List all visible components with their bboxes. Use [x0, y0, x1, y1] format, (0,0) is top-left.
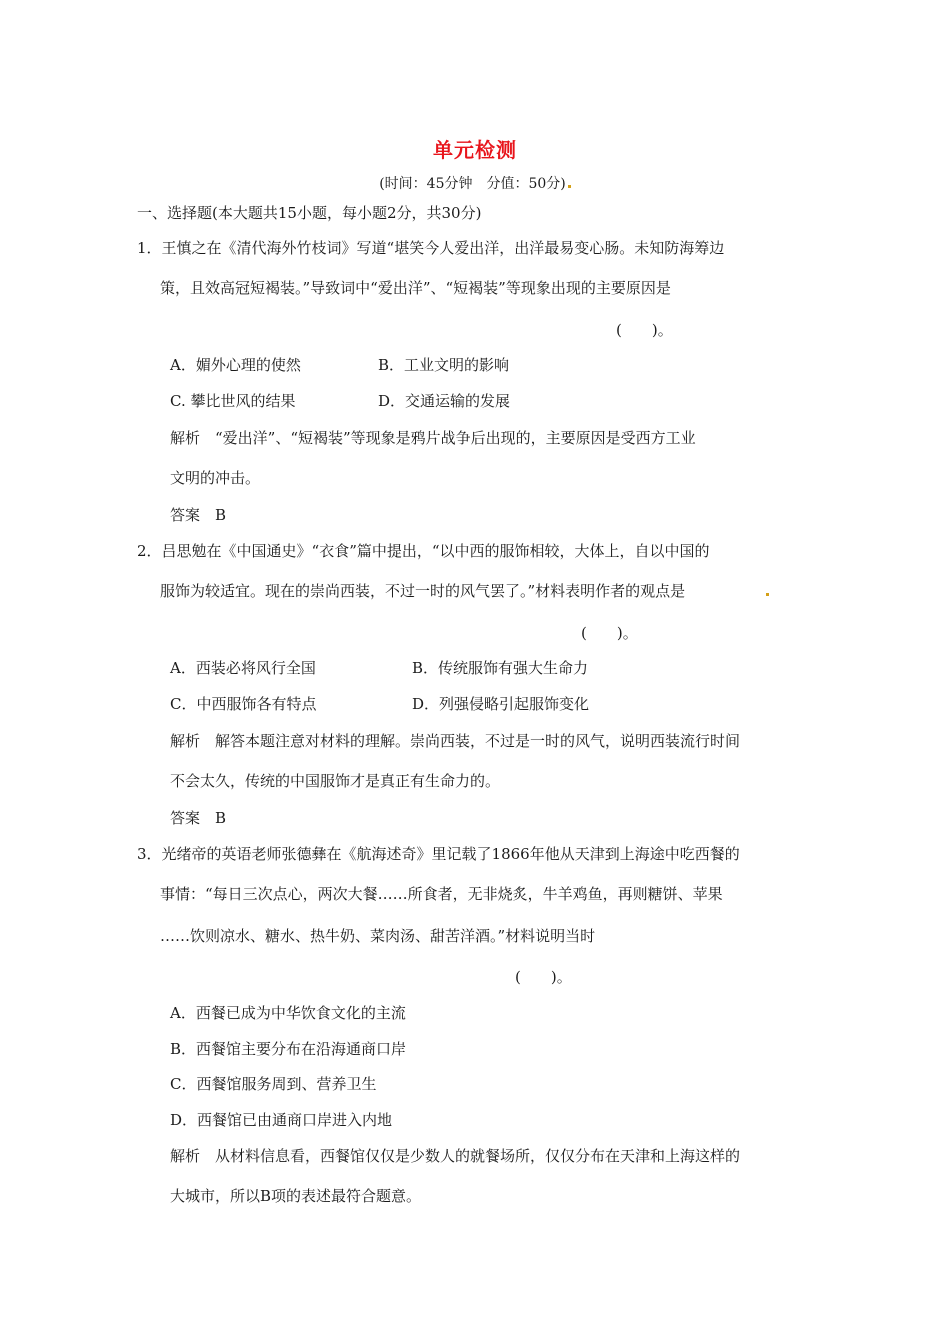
option-c: C. 攀比世风的结果 [170, 392, 296, 410]
option-d: D．西餐馆已由通商口岸进入内地 [170, 1111, 393, 1129]
answer-line: 答案 B [170, 809, 227, 827]
answer-bracket: ( )。 [616, 321, 673, 339]
answer-line: 答案 B [170, 506, 227, 524]
mark-dot [568, 185, 571, 188]
analysis-line: 不会太久，传统的中国服饰才是真正有生命力的。 [170, 772, 501, 790]
answer-bracket: ( )。 [515, 968, 572, 986]
question-stem-line: 服饰为较适宜。现在的崇尚西装，不过一时的风气罢了。”材料表明作者的观点是 [160, 582, 686, 600]
mark-dot [766, 593, 769, 596]
analysis-line: 解析 从材料信息看，西餐馆仅仅是少数人的就餐场所，仅仅分布在天津和上海这样的 [170, 1147, 741, 1165]
question-stem-line: 2．吕思勉在《中国通史》“衣食”篇中提出，“以中西的服饰相较，大体上，自以中国的 [137, 542, 710, 560]
time-score-label: (时间：45分钟 分值：50分) [379, 176, 566, 192]
analysis-line: 文明的冲击。 [170, 469, 261, 487]
option-a: A．媚外心理的使然 [170, 356, 301, 374]
option-b: B．传统服饰有强大生命力 [412, 659, 589, 677]
question-stem-line: ……饮则凉水、糖水、热牛奶、菜肉汤、甜苦洋酒。”材料说明当时 [160, 927, 596, 945]
option-b: B．西餐馆主要分布在沿海通商口岸 [170, 1040, 407, 1058]
page-title: 单元检测 [433, 138, 517, 162]
option-a: A．西餐已成为中华饮食文化的主流 [170, 1004, 406, 1022]
analysis-line: 解析 “爱出洋”、“短褐装”等现象是鸦片战争后出现的，主要原因是受西方工业 [170, 429, 696, 447]
section-heading: 一、选择题(本大题共15小题，每小题2分，共30分) [137, 204, 482, 222]
analysis-line: 解析 解答本题注意对材料的理解。崇尚西装，不过是一时的风气，说明西装流行时间 [170, 732, 741, 750]
question-stem-line: 事情：“每日三次点心，两次大餐……所食者，无非烧炙，牛羊鸡鱼，再则糖饼、苹果 [160, 885, 723, 903]
option-a: A．西装必将风行全国 [170, 659, 316, 677]
option-d: D．列强侵略引起服饰变化 [412, 695, 590, 713]
question-stem-line: 3．光绪帝的英语老师张德彝在《航海述奇》里记载了1866年他从天津到上海途中吃西餐的 [137, 845, 740, 863]
analysis-line: 大城市，所以B项的表述最符合题意。 [170, 1187, 422, 1205]
exam-info [0, 173, 950, 193]
question-stem-line: 策，且效高冠短褐装。”导致词中“爱出洋”、“短褐装”等现象出现的主要原因是 [160, 279, 671, 297]
option-d: D．交通运输的发展 [378, 392, 511, 410]
option-b: B．工业文明的影响 [378, 356, 510, 374]
option-c: C．中西服饰各有特点 [170, 695, 317, 713]
option-c: C．西餐馆服务周到、营养卫生 [170, 1075, 377, 1093]
question-stem-line: 1．王慎之在《清代海外竹枝词》写道“堪笑今人爱出洋，出洋最易变心肠。未知防海筹边 [137, 239, 725, 257]
answer-bracket: ( )。 [581, 624, 638, 642]
